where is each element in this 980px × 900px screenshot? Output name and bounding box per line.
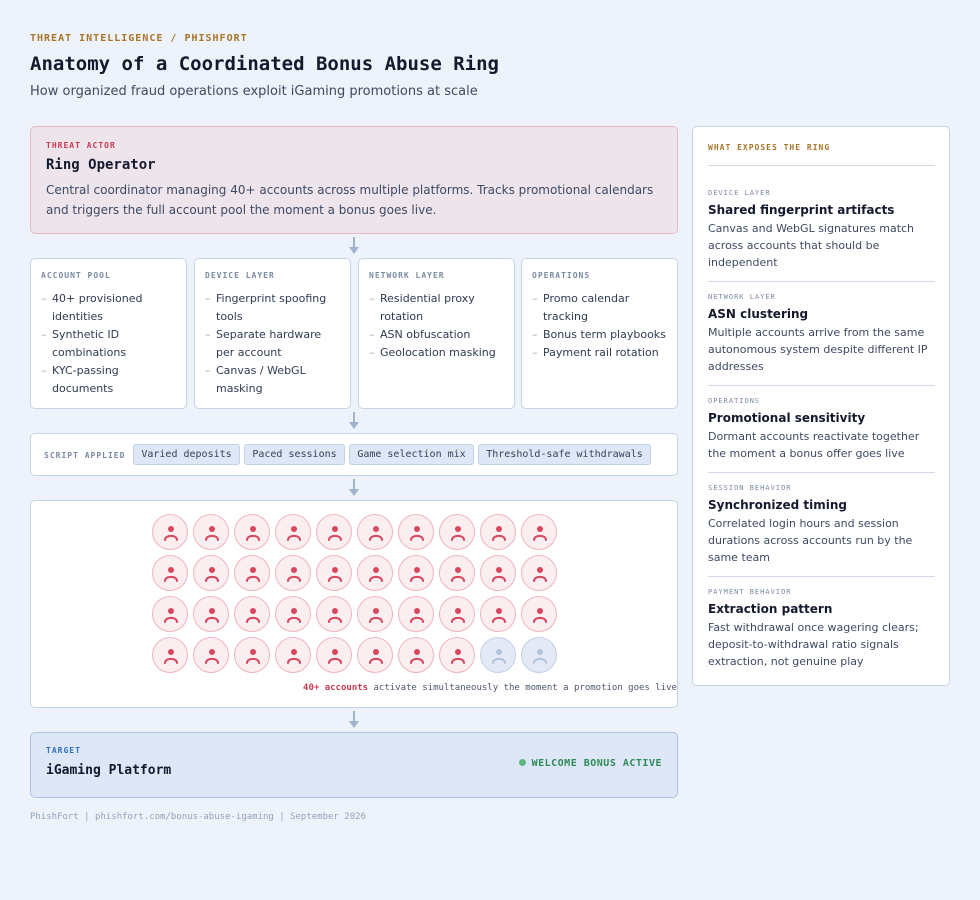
account-avatar-icon [357, 637, 393, 673]
signal-title: ASN clustering [708, 307, 809, 321]
account-avatar-icon [234, 555, 270, 591]
layer-tag: ACCOUNT POOL [41, 271, 111, 280]
layer-item: – Fingerprint spoofing tools [205, 290, 340, 326]
layer-item: – Bonus term playbooks [532, 326, 667, 344]
account-avatar-icon [316, 637, 352, 673]
script-tag: SCRIPT APPLIED [44, 451, 126, 460]
account-avatar-icon [398, 514, 434, 550]
account-avatar-icon [316, 514, 352, 550]
capability-layers [30, 258, 678, 409]
account-avatar-icon [193, 555, 229, 591]
divider [708, 576, 935, 577]
account-avatar-icon [439, 637, 475, 673]
signal-title: Shared fingerprint artifacts [708, 203, 895, 217]
account-avatar-icon [521, 555, 557, 591]
signal-tag: NETWORK LAYER [708, 293, 776, 301]
layer-tag: NETWORK LAYER [369, 271, 445, 280]
layer-item: – KYC-passing documents [41, 362, 176, 398]
signal-tag: DEVICE LAYER [708, 189, 771, 197]
script-chip: Game selection mix [349, 444, 474, 465]
account-avatar-icon [152, 596, 188, 632]
account-avatar-icon [521, 637, 557, 673]
actor-tag: THREAT ACTOR [46, 141, 116, 150]
account-avatar-icon [480, 514, 516, 550]
layer-item: – Geolocation masking [369, 344, 504, 362]
account-avatar-icon [521, 596, 557, 632]
account-avatar-icon [275, 596, 311, 632]
account-avatar-icon [439, 514, 475, 550]
signal-item [708, 189, 936, 271]
signal-title: Synchronized timing [708, 498, 847, 512]
account-avatar-icon [152, 514, 188, 550]
layer-item: – 40+ provisioned identities [41, 290, 176, 326]
script-chip: Paced sessions [244, 444, 345, 465]
signal-item [708, 397, 936, 462]
account-avatar-icon [152, 637, 188, 673]
pool-caption-text: activate simultaneously the moment a promotion goes live [368, 683, 677, 693]
divider [708, 281, 935, 282]
signals-heading: WHAT EXPOSES THE RING [708, 143, 831, 152]
account-avatar-icon [480, 596, 516, 632]
page-subtitle: How organized fraud operations exploit iGaming promotions at scale [30, 84, 478, 99]
account-avatar-icon [275, 514, 311, 550]
status-dot-icon [519, 759, 526, 766]
layer-item: – Separate hardware per account [205, 326, 340, 362]
script-chip: Varied deposits [133, 444, 240, 465]
layer-tag: OPERATIONS [532, 271, 591, 280]
layer-item: – Residential proxy rotation [369, 290, 504, 326]
account-avatar-icon [398, 596, 434, 632]
flow-arrow-2 [349, 412, 359, 430]
layer-item: – Synthetic ID combinations [41, 326, 176, 362]
layer-network [358, 258, 515, 409]
divider [708, 472, 935, 473]
signal-tag: PAYMENT BEHAVIOR [708, 588, 792, 596]
account-avatar-icon [234, 514, 270, 550]
account-avatar-icon [439, 555, 475, 591]
actor-title: Ring Operator [46, 157, 156, 173]
signal-item [708, 484, 936, 566]
account-avatar-icon [521, 514, 557, 550]
account-avatar-icon [316, 555, 352, 591]
layer-operations [521, 258, 678, 409]
layer-tag: DEVICE LAYER [205, 271, 275, 280]
page-title: Anatomy of a Coordinated Bonus Abuse Ring [30, 53, 499, 75]
layer-item: – Promo calendar tracking [532, 290, 667, 326]
account-avatar-icon [234, 596, 270, 632]
actor-description: Central coordinator managing 40+ accounts across multiple platforms. Tracks promotional calendars and triggers the full account pool the moment a bonus goes live. [46, 183, 654, 217]
signal-item [708, 588, 936, 670]
layer-item: – Payment rail rotation [532, 344, 667, 362]
eyebrow-label: THREAT INTELLIGENCE / PHISHFORT [30, 33, 248, 44]
divider [708, 165, 935, 166]
account-avatar-icon [357, 514, 393, 550]
pool-caption-count: 40+ accounts [303, 683, 369, 693]
flow-arrow-4 [349, 711, 359, 729]
account-avatar-icon [193, 514, 229, 550]
account-avatar-icon [275, 637, 311, 673]
signal-title: Extraction pattern [708, 602, 833, 616]
signal-text: Multiple accounts arrive from the same autonomous system despite different IP addresses [708, 326, 928, 373]
signal-title: Promotional sensitivity [708, 411, 866, 425]
account-avatar-icon [193, 637, 229, 673]
threat-actor-card [30, 126, 678, 234]
account-avatar-icon [357, 596, 393, 632]
flow-arrow-1 [349, 237, 359, 255]
signal-text: Dormant accounts reactivate together the moment a bonus offer goes live [708, 430, 920, 460]
layer-device [194, 258, 351, 409]
account-avatar-icon [480, 637, 516, 673]
account-pool-grid [30, 500, 678, 708]
account-avatar-icon [152, 555, 188, 591]
account-avatar-icon [316, 596, 352, 632]
signal-text: Canvas and WebGL signatures match across accounts that should be independent [708, 222, 915, 269]
signal-tag: OPERATIONS [708, 397, 761, 405]
signals-panel [692, 126, 950, 686]
script-chip: Threshold-safe withdrawals [478, 444, 651, 465]
bonus-status-badge [519, 758, 662, 769]
account-avatar-icon [357, 555, 393, 591]
signal-text: Correlated login hours and session durations across accounts run by the same team [708, 517, 913, 564]
signal-text: Fast withdrawal once wagering clears; deposit-to-withdrawal ratio signals extraction, not genuine play [708, 621, 919, 668]
layer-account-pool [30, 258, 187, 409]
account-avatar-icon [193, 596, 229, 632]
layer-item: – ASN obfuscation [369, 326, 504, 344]
account-avatar-icon [480, 555, 516, 591]
account-avatar-icon [398, 555, 434, 591]
footer-credit: PhishFort | phishfort.com/bonus-abuse-igaming | September 2026 [30, 812, 366, 822]
account-avatar-icon [234, 637, 270, 673]
signal-tag: SESSION BEHAVIOR [708, 484, 792, 492]
account-avatar-icon [275, 555, 311, 591]
flow-arrow-3 [349, 479, 359, 497]
script-applied-bar [30, 433, 678, 476]
account-avatar-icon [398, 637, 434, 673]
target-tag: TARGET [46, 746, 81, 755]
divider [708, 385, 935, 386]
bonus-status-text: WELCOME BONUS ACTIVE [531, 758, 662, 769]
target-title: iGaming Platform [46, 763, 172, 778]
layer-item: – Canvas / WebGL masking [205, 362, 340, 398]
signal-item [708, 293, 936, 375]
account-avatar-icon [439, 596, 475, 632]
target-card [30, 732, 678, 798]
